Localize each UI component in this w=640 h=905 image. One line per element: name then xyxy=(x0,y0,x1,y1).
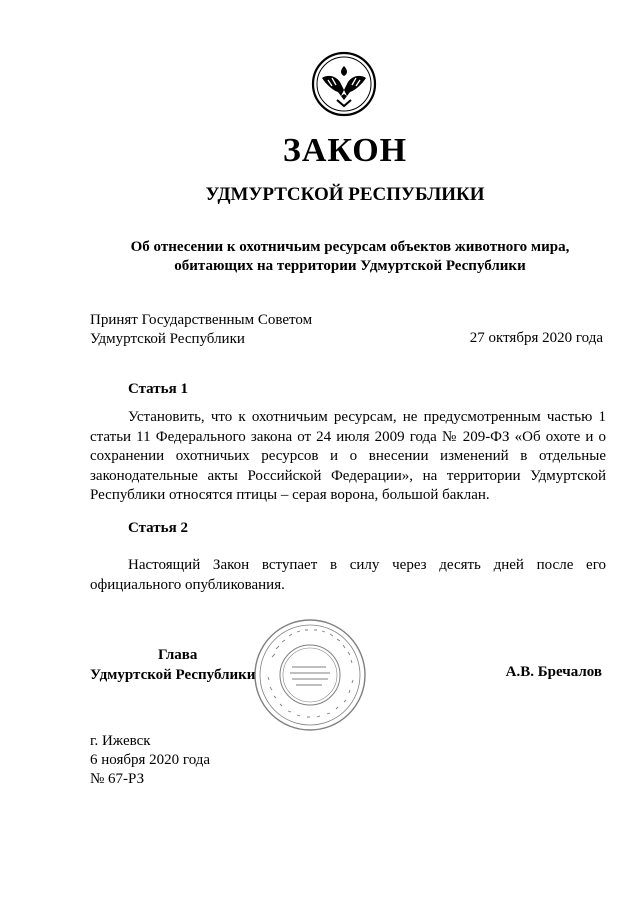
issue-city: г. Ижевск xyxy=(90,733,151,749)
signatory-name: А.В. Бречалов xyxy=(505,664,602,680)
issue-date: 6 ноября 2020 года xyxy=(90,752,211,768)
law-number: № 67-РЗ xyxy=(90,771,145,787)
document-title: ЗАКОН xyxy=(282,132,408,169)
law-name-line-2: обитающих на территории Удмуртской Республики xyxy=(174,258,526,274)
adoption-note xyxy=(90,311,312,349)
coat-of-arms-emblem xyxy=(310,50,378,118)
law-name-line-1: Об отнесении к охотничьим ресурсам объектов животного мира, xyxy=(130,239,570,255)
article-1-heading: Статья 1 xyxy=(128,381,188,397)
official-seal-stamp xyxy=(252,617,368,733)
law-name xyxy=(90,238,610,276)
article-2-heading: Статья 2 xyxy=(128,520,188,536)
document-footer xyxy=(90,732,210,789)
signatory-position-line-2: Удмуртской Республики xyxy=(90,667,256,683)
article-1-text: Установить, что к охотничьим ресурсам, не предусмотренным частью 1 статьи 11 Федерального закона от 24 июля 2009 года № 209-ФЗ «Об охоте и о сохранении охотничьих ресурсов и о внесении изменений в отдельные законодательные акты Российской Федерации», на территории Удмуртской Республики относятся птицы – серая ворона, большой баклан. xyxy=(90,409,606,503)
signatory-position xyxy=(90,645,255,685)
article-2-text: Настоящий Закон вступает в силу через десять дней после его официального опубликования. xyxy=(90,557,606,593)
signatory-position-line-1: Глава xyxy=(158,647,198,663)
adoption-line-2: Удмуртской Республики xyxy=(90,331,245,347)
adoption-line-1: Принят Государственным Советом xyxy=(90,312,313,328)
adoption-date: 27 октября 2020 года xyxy=(469,330,603,346)
document-subtitle: УДМУРТСКОЙ РЕСПУБЛИКИ xyxy=(205,184,485,205)
